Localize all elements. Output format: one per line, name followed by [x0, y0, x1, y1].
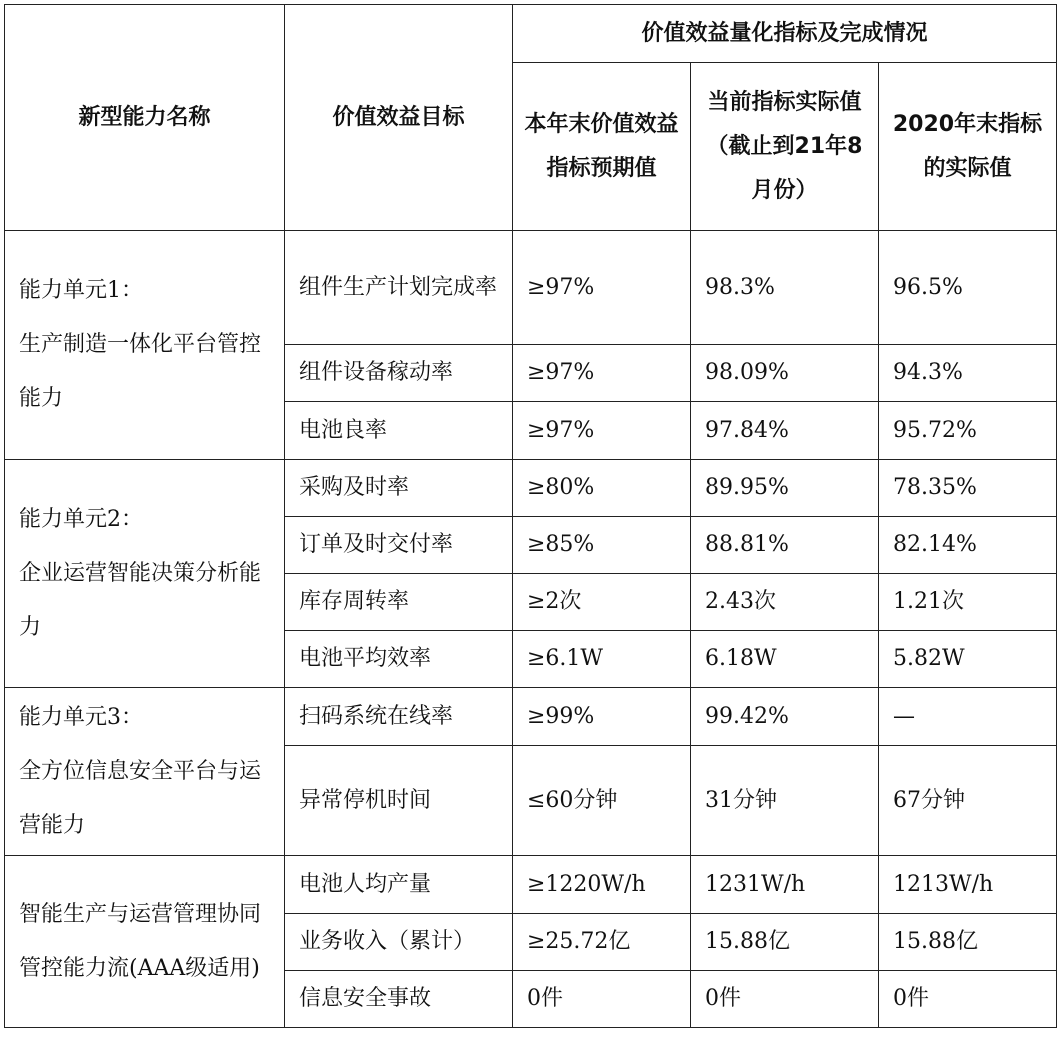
capability-cell — [5, 231, 285, 460]
value-goal-cell: 电池良率 — [285, 402, 513, 460]
expected-value-cell: ≥2次 — [513, 574, 691, 631]
capability-unit-label: 能力单元1： — [19, 278, 143, 303]
actual-2020-cell: 95.72% — [879, 402, 1057, 460]
actual-2020-cell: 94.3% — [879, 345, 1057, 402]
value-goal-cell: 扫码系统在线率 — [285, 688, 513, 746]
capability-unit-name: 全方位信息安全平台与运营能力 — [19, 758, 262, 838]
value-goal-cell: 采购及时率 — [285, 460, 513, 517]
expected-value-cell: ≥97% — [513, 345, 691, 402]
header-current-value: 当前指标实际值（截止到21年8月份） — [691, 63, 879, 231]
header-capability-name: 新型能力名称 — [5, 5, 285, 231]
value-goal-cell: 异常停机时间 — [285, 746, 513, 856]
expected-value-cell: ≥25.72亿 — [513, 914, 691, 971]
capability-unit-label: 能力单元2： — [19, 506, 143, 532]
current-value-cell: 98.09% — [691, 345, 879, 402]
capability-unit-name: 生产制造一体化平台管控能力 — [19, 332, 262, 411]
actual-2020-cell: 82.14% — [879, 517, 1057, 574]
value-goal-cell: 组件设备稼动率 — [285, 345, 513, 402]
capability-cell — [5, 688, 285, 856]
expected-value-cell: ≥99% — [513, 688, 691, 746]
capability-flow-name: 智能生产与运营管理协同管控能力流(AAA级适用) — [19, 901, 262, 981]
actual-2020-cell: 78.35% — [879, 460, 1057, 517]
expected-value-cell: ≥6.1W — [513, 631, 691, 688]
capability-cell — [5, 460, 285, 688]
actual-2020-cell: 15.88亿 — [879, 914, 1057, 971]
current-value-cell: 88.81% — [691, 517, 879, 574]
value-goal-cell: 电池平均效率 — [285, 631, 513, 688]
actual-2020-cell: 5.82W — [879, 631, 1057, 688]
value-goal-cell: 业务收入（累计） — [285, 914, 513, 971]
expected-value-cell: ≥97% — [513, 231, 691, 345]
actual-2020-cell: 96.5% — [879, 231, 1057, 345]
actual-2020-cell: 1213W/h — [879, 856, 1057, 914]
table-row — [5, 856, 1057, 914]
expected-value-cell: ≤60分钟 — [513, 746, 691, 856]
current-value-cell: 6.18W — [691, 631, 879, 688]
header-row-top — [5, 5, 1057, 63]
table-row — [5, 688, 1057, 746]
expected-value-cell: ≥97% — [513, 402, 691, 460]
value-goal-cell: 信息安全事故 — [285, 971, 513, 1028]
indicator-table — [4, 4, 1057, 1028]
expected-value-cell: 0件 — [513, 971, 691, 1028]
table-row — [5, 460, 1057, 517]
header-value-goal: 价值效益目标 — [285, 5, 513, 231]
capability-cell — [5, 856, 285, 1028]
actual-2020-cell: — — [879, 688, 1057, 746]
current-value-cell: 1231W/h — [691, 856, 879, 914]
actual-2020-cell: 1.21次 — [879, 574, 1057, 631]
expected-value-cell: ≥80% — [513, 460, 691, 517]
current-value-cell: 97.84% — [691, 402, 879, 460]
current-value-cell: 2.43次 — [691, 574, 879, 631]
actual-2020-cell: 67分钟 — [879, 746, 1057, 856]
capability-unit-name: 企业运营智能决策分析能力 — [19, 560, 262, 640]
current-value-cell: 98.3% — [691, 231, 879, 345]
actual-2020-cell: 0件 — [879, 971, 1057, 1028]
value-goal-cell: 库存周转率 — [285, 574, 513, 631]
current-value-cell: 89.95% — [691, 460, 879, 517]
current-value-cell: 0件 — [691, 971, 879, 1028]
value-goal-cell: 订单及时交付率 — [285, 517, 513, 574]
current-value-cell: 99.42% — [691, 688, 879, 746]
header-indicator-group: 价值效益量化指标及完成情况 — [513, 5, 1057, 63]
header-actual-2020: 2020年末指标的实际值 — [879, 63, 1057, 231]
value-goal-cell: 电池人均产量 — [285, 856, 513, 914]
value-goal-cell: 组件生产计划完成率 — [285, 231, 513, 345]
current-value-cell: 15.88亿 — [691, 914, 879, 971]
expected-value-cell: ≥85% — [513, 517, 691, 574]
expected-value-cell: ≥1220W/h — [513, 856, 691, 914]
capability-unit-label: 能力单元3： — [19, 704, 143, 730]
header-expected-value: 本年末价值效益指标预期值 — [513, 63, 691, 231]
table-row — [5, 231, 1057, 345]
current-value-cell: 31分钟 — [691, 746, 879, 856]
